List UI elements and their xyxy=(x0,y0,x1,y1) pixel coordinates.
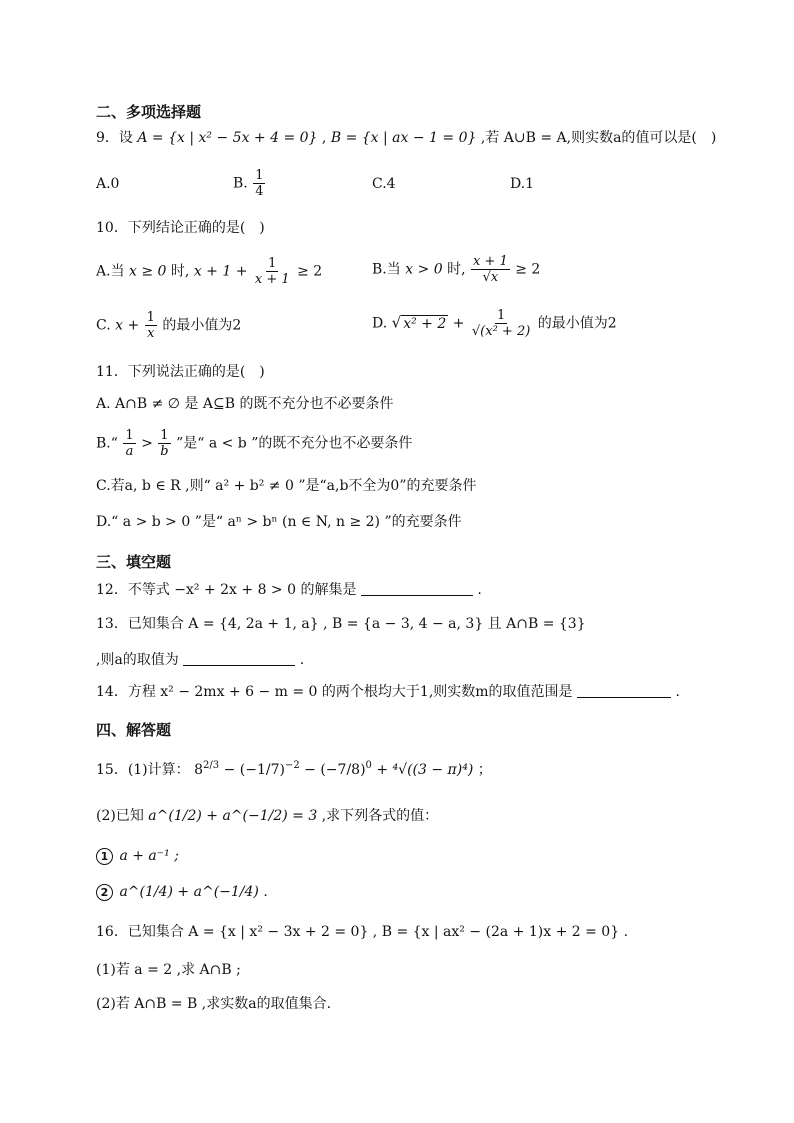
q9-condition: ,若 A∪B = A,则实数a的值可以是( ) xyxy=(480,130,717,146)
q15-p2-label: (2)已知 xyxy=(96,808,144,824)
q10-a-tail: ≥ 2 xyxy=(297,263,323,280)
question-10-stem: 10．下列结论正确的是( ) xyxy=(96,220,265,236)
section-heading-solve: 四、解答题 xyxy=(96,721,172,739)
q9-option-b-fraction xyxy=(253,168,265,199)
fraction-denominator: a xyxy=(125,444,134,459)
q9-number: 9．设 xyxy=(96,130,133,146)
q10-b-tail: ≥ 2 xyxy=(515,261,541,278)
q11-b-fraction-2 xyxy=(158,428,170,459)
minus-sign: − xyxy=(304,762,316,778)
q14-answer-blank[interactable] xyxy=(577,683,671,698)
q15-p1-end: ； xyxy=(477,762,492,778)
q10-c-label: C. xyxy=(96,317,111,334)
q10-d-sqrt: x² + 2 xyxy=(403,315,447,332)
q11-b-tail: ”是“ a < b ”的既不充分也不必要条件 xyxy=(176,435,413,452)
section-heading-fill-in: 三、填空题 xyxy=(96,553,172,571)
q12-end: . xyxy=(477,582,482,598)
q10-a-condition: x ≥ 0 xyxy=(129,263,167,280)
q10-a-fraction xyxy=(253,256,292,287)
q11-option-b xyxy=(96,428,412,459)
q9-set-b: B = {x | ax − 1 = 0} xyxy=(330,130,477,146)
question-11-stem: 11．下列说法正确的是( ) xyxy=(96,364,265,380)
q10-option-a xyxy=(96,256,322,287)
q13-cont-text: ,则a的取值为 xyxy=(96,652,179,668)
section-heading-multiple-choice: 二、多项选择题 xyxy=(96,103,202,121)
q10-b-mid: 时, xyxy=(447,261,466,278)
q9-option-b-label: B. xyxy=(233,175,248,192)
q15-p1-label: 15．(1)计算： xyxy=(96,762,190,778)
fraction-denominator: x + 1 xyxy=(254,272,290,287)
minus-sign: − xyxy=(223,762,236,778)
q9-option-c: C.4 xyxy=(372,176,396,192)
q11-option-d: D.“ a > b > 0 ”是“ aⁿ > bⁿ (n ∈ N, n ≥ 2) ”的充要条件 xyxy=(96,514,462,530)
q15-p1-exponent2: −2 xyxy=(284,760,300,771)
plus-sign: + xyxy=(376,762,389,778)
circled-number-2: 2 xyxy=(96,884,113,901)
q10-b-fraction xyxy=(471,254,510,285)
question-15-sub-2 xyxy=(96,882,268,902)
q13-end: . xyxy=(299,652,305,668)
fraction-denominator: √(x² + 2) xyxy=(471,324,531,339)
q15-sub2-expression: a^(1/4) + a^(−1/4) . xyxy=(119,884,268,900)
q10-option-b xyxy=(372,254,540,285)
question-16-part-2: (2)若 A∩B = B ,求实数a的取值集合. xyxy=(96,996,332,1012)
q14-text: 14．方程 x² − 2mx + 6 − m = 0 的两个根均大于1,则实数m的取值范围是 xyxy=(96,684,573,700)
q10-option-d xyxy=(372,308,617,339)
fraction-denominator: x xyxy=(147,326,155,341)
q10-d-tail: 的最小值为2 xyxy=(537,315,617,332)
fraction-denominator: 4 xyxy=(255,184,264,199)
question-9-stem: 9．设 A = {x | x² − 5x + 4 = 0} , B = {x | ax − 1 = 0} ,若 A∪B = A,则实数a的值可以是( ) xyxy=(96,130,717,146)
q9-option-d: D.1 xyxy=(510,176,535,192)
q12-answer-blank[interactable] xyxy=(361,581,473,596)
q15-p2-expression: a^(1/2) + a^(−1/2) = 3 xyxy=(148,808,318,824)
fraction-numerator: 1 xyxy=(125,428,134,443)
q11-option-a: A. A∩B ≠ ∅ 是 A⊆B 的既不充分也不必要条件 xyxy=(96,396,394,412)
question-13-cont xyxy=(96,650,304,670)
question-15-part-2 xyxy=(96,806,438,826)
fraction-numerator: 1 xyxy=(160,428,169,443)
q10-option-c xyxy=(96,310,241,341)
fraction-numerator: 1 xyxy=(496,308,506,323)
q10-a-mid: 时, xyxy=(170,263,190,280)
q10-b-condition: x > 0 xyxy=(405,261,443,278)
circled-number-1: 1 xyxy=(96,848,113,865)
q15-p1-term3: (−7/8) xyxy=(320,762,366,778)
q10-a-label: A.当 xyxy=(96,263,125,280)
q9-option-a: A.0 xyxy=(96,176,120,192)
q14-end: . xyxy=(675,684,680,700)
q11-option-c: C.若a, b ∈ R ,则“ a² + b² ≠ 0 ”是“a,b不全为0”的充要条件 xyxy=(96,478,477,494)
question-16-stem: 16．已知集合 A = {x | x² − 3x + 2 = 0} , B = {x | ax² − (2a + 1)x + 2 = 0} . xyxy=(96,924,629,940)
fraction-numerator: 1 xyxy=(255,168,264,183)
q11-b-greater: > xyxy=(141,435,153,452)
q15-p2-tail: ,求下列各式的值： xyxy=(321,808,439,824)
q15-sub1-expression: a + a⁻¹ ; xyxy=(119,848,179,864)
q10-d-label: D. xyxy=(372,315,388,332)
fraction-denominator: √x xyxy=(482,270,499,285)
q10-b-label: B.当 xyxy=(372,261,401,278)
q10-c-fraction xyxy=(145,310,157,341)
q9-option-b xyxy=(233,168,266,199)
q9-set-a: A = {x | x² − 5x + 4 = 0} xyxy=(137,130,318,146)
q11-b-fraction-1 xyxy=(123,428,135,459)
question-15-sub-1 xyxy=(96,846,179,866)
fraction-numerator: 1 xyxy=(268,256,277,271)
radical-sign: √ xyxy=(391,313,402,332)
question-13: 13．已知集合 A = {4, 2a + 1, a} , B = {a − 3, 4 − a, 3} 且 A∩B = {3} xyxy=(96,616,586,632)
q15-p1-exponent3: 0 xyxy=(365,760,372,771)
question-12 xyxy=(96,580,482,600)
q13-answer-blank[interactable] xyxy=(183,651,295,666)
q15-p1-base: 8 xyxy=(194,762,204,778)
q10-c-tail: 的最小值为2 xyxy=(162,317,242,334)
q10-c-expression: x + xyxy=(115,317,140,334)
q15-p1-root: ⁴√((3 − π)⁴) xyxy=(392,762,474,778)
fraction-numerator: x + 1 xyxy=(473,254,508,269)
q11-b-label: B.“ xyxy=(96,435,118,452)
fraction-denominator: b xyxy=(160,444,169,459)
question-16-part-1: (1)若 a = 2 ,求 A∩B ; xyxy=(96,962,241,978)
q10-d-plus: + xyxy=(452,315,465,332)
q12-text: 12．不等式 −x² + 2x + 8 > 0 的解集是 xyxy=(96,582,357,598)
q10-a-expression: x + 1 + xyxy=(193,263,248,280)
q15-p1-exponent: 2/3 xyxy=(203,760,220,771)
q15-p1-term2: (−1/7) xyxy=(239,762,285,778)
question-14 xyxy=(96,682,680,702)
q10-d-fraction xyxy=(470,308,532,339)
question-15-part-1 xyxy=(96,756,492,780)
fraction-numerator: 1 xyxy=(146,310,155,325)
